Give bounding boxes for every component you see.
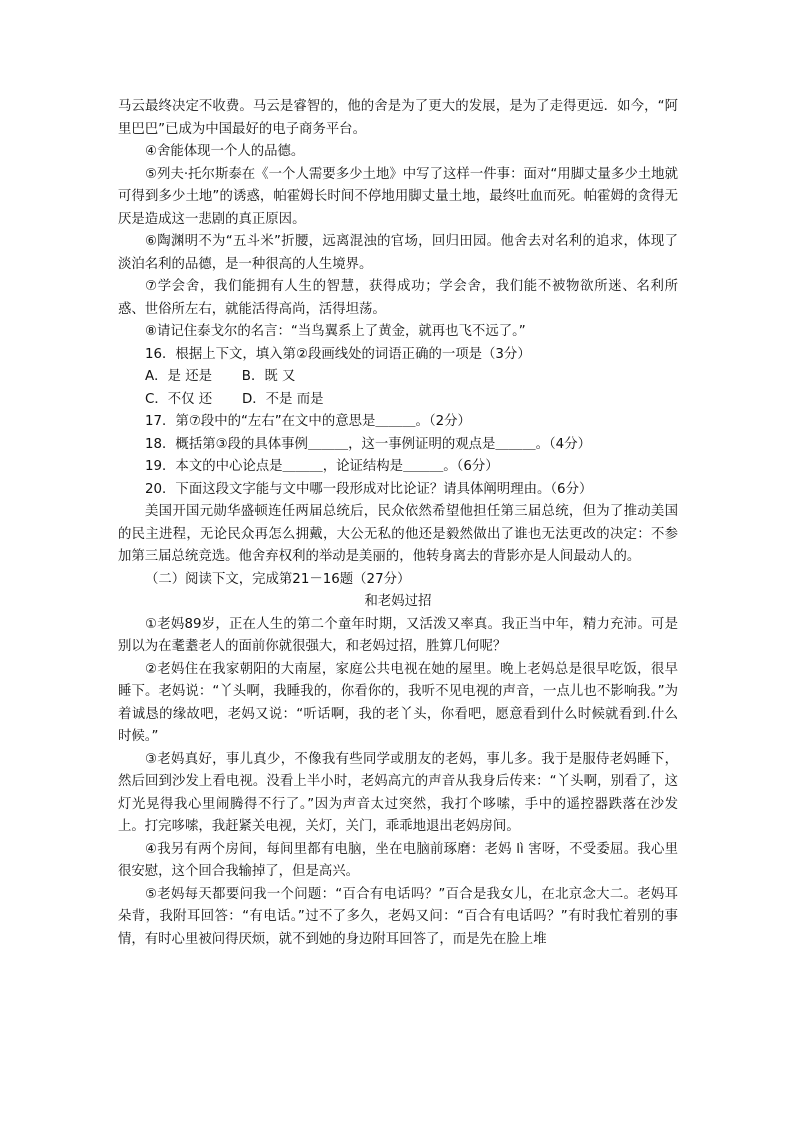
passage-paragraph-8: ⑧请记住泰戈尔的名言：“当鸟翼系上了黄金，就再也飞不远了。” [145,324,526,339]
passage-paragraph-intro: 马云最终决定不收费。马云是睿智的，他的舍是为了更大的发展，是为了走得更远．如今，“阿里巴巴”已成为中国最好的电子商务平台。 [118,99,678,137]
article-paragraph-4: ④我另有两个房间，每间里都有电脑，坐在电脑前琢磨：老妈 lì 害呀，不受委屈。我心里很安慰，这个回合我输掉了，但是高兴。 [118,841,678,879]
question-20: 20．下面这段文字能与文中哪一段形成对比论证？请具体阐明理由。（6分） [145,481,593,497]
question-19: 19．本文的中心论点是＿＿＿，论证结构是＿＿＿。（6分） [145,459,499,474]
passage-paragraph-7: ⑦学会舍，我们能拥有人生的智慧，获得成功；学会舍，我们能不被物欲所迷、名利所惑、世俗所左右，就能活得高尚，活得坦荡。 [118,279,678,317]
question-18: 18．概括第③段的具体事例＿＿＿，这一事例证明的观点是＿＿＿。（4分） [145,436,591,452]
passage-paragraph-6: ⑥陶渊明不为“五斗米”折腰，远离混浊的官场，回归田园。他舍去对名利的追求，体现了淡泊名利的品德，是一种很高的人生境界。 [118,234,678,272]
article-paragraph-2: ②老妈住在我家朝阳的大南屋，家庭公共电视在她的屋里。晚上老妈总是很早吃饭，很早睡下。老妈说：“丫头啊，我睡我的，你看你的，我听不见电视的声音，一点儿也不影响我。”为着诚恳的缘故吧，老妈又说：“听话啊，我的老丫头，你看吧，愿意看到什么时候就看到.什么时候。” [118,661,678,744]
question-16: 16．根据上下文，填入第②段画线处的词语正确的一项是（3分） [145,346,531,362]
document-page [118,96,678,951]
question-16-options-ab: A．是 还是 B．既 又 [145,369,296,384]
section-2-heading: （二）阅读下文，完成第21－16题（27分） [145,571,411,587]
question-20-material: 美国开国元勋华盛顿连任两届总统后，民众依然希望他担任第三届总统，但为了推动美国的民主进程，无论民众再怎么拥戴，大公无私的他还是毅然做出了谁也无法更改的决定：不参加第三届总统竞选。他舍弃权利的举动是美丽的，他转身离去的背影亦是人间最动人的。 [118,504,678,564]
passage-paragraph-5: ⑤列夫·托尔斯泰在《一个人需要多少土地》中写了这样一件事：面对“用脚丈量多少土地就可得到多少土地”的诱惑，帕霍姆长时间不停地用脚丈量土地，最终吐血而死。帕霍姆的贪得无厌是造成这一悲剧的真正原因。 [118,166,678,227]
question-16-options-cd: C．不仅 还 D．不是 而是 [145,391,324,407]
passage-paragraph-4: ④舍能体现一个人的品德。 [145,144,305,159]
article-title: 和老妈过招 [364,594,432,609]
question-17: 17．第⑦段中的“左右”在文中的意思是＿＿＿。（2分） [145,414,471,429]
article-paragraph-3: ③老妈真好，事儿真少，不像我有些同学或朋友的老妈，事儿多。我于是服侍老妈睡下，然后回到沙发上看电视。没看上半小时，老妈高亢的声音从我身后传来：“丫头啊，别看了，这灯光晃得我心里闹腾得不行了。”因为声音太过突然，我打个哆嗦，手中的遥控器跌落在沙发上。打完哆嗦，我赶紧关电视，关灯，关门，乖乖地退出老妈房间。 [118,751,678,834]
article-paragraph-1: ①老妈89岁，正在人生的第二个童年时期，又活泼又率真。我正当中年，精力充沛。可是别以为在耄耋老人的面前你就很强大，和老妈过招，胜算几何呢？ [118,616,678,654]
article-paragraph-5: ⑤老妈每天都要问我一个问题：“百合有电话吗？”百合是我女儿，在北京念大二。老妈耳朵背，我附耳回答：“有电话。”过不了多久，老妈又问：“百合有电话吗？”有时我忙着别的事情，有时心里被问得厌烦，就不到她的身边附耳回答了，而是先在脸上堆 [118,886,678,947]
